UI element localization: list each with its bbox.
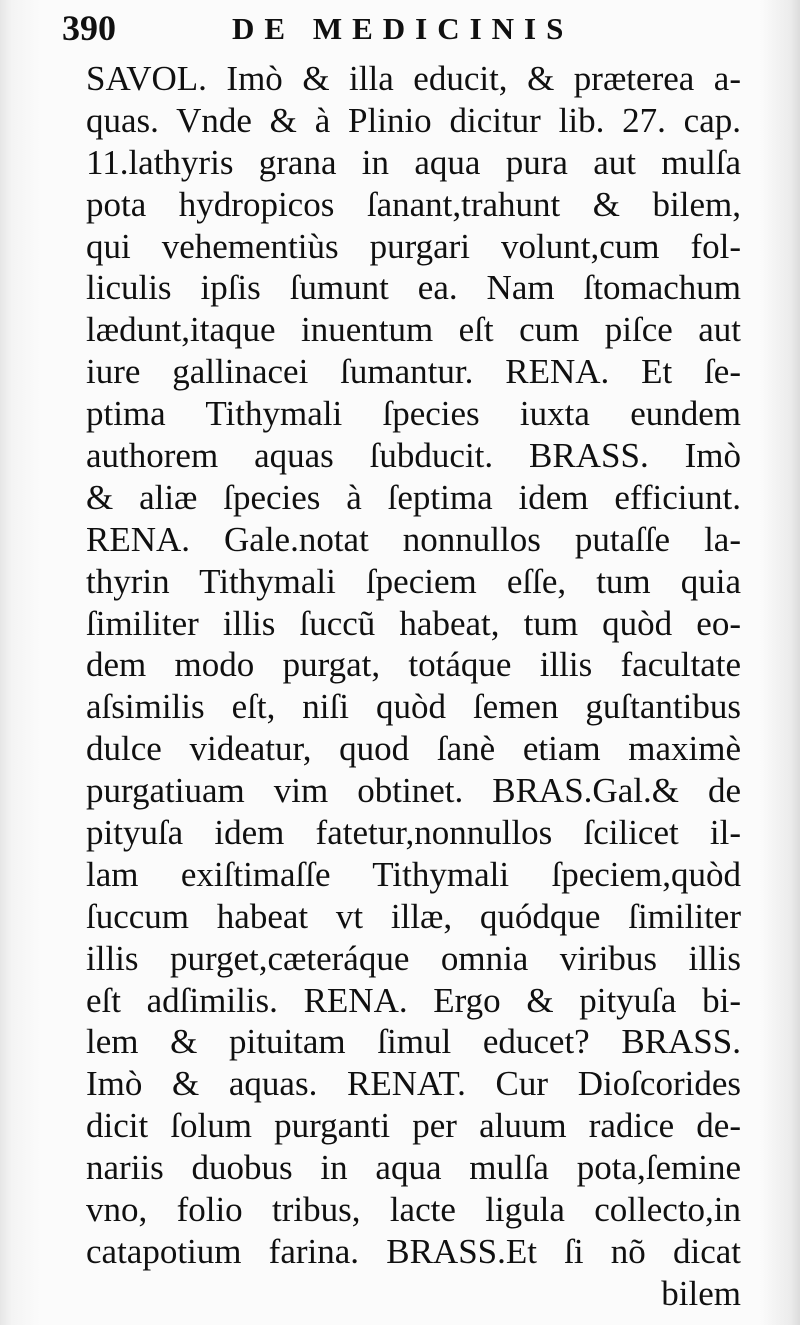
text-line: catapotium farina. BRASS.Et ſi nõ dicat xyxy=(86,1231,741,1271)
text-line: dicit ſolum purganti per aluum radice de- xyxy=(86,1106,741,1146)
text-line: liculis ipſis ſumunt ea. Nam ſtomachum xyxy=(86,268,741,308)
text-line: purgatiuam vim obtinet. BRAS.Gal.& de xyxy=(86,771,741,811)
text-line: pityuſa idem fatetur,nonnullos ſcilicet il- xyxy=(86,813,741,853)
catchword: bilem xyxy=(661,1273,741,1313)
text-line: dem modo purgat, totáque illis facultate xyxy=(86,645,741,685)
text-line: aſsimilis eſt, niſi quòd ſemen guſtantibus xyxy=(86,687,741,727)
text-line: pota hydropicos ſanant,trahunt & bilem, xyxy=(86,184,741,224)
text-line: lædunt,itaque inuentum eſt cum piſce aut xyxy=(86,310,741,350)
page-number: 390 xyxy=(62,8,116,48)
page-header xyxy=(62,6,742,56)
text-line: vno, folio tribus, lacte ligula collecto,in xyxy=(86,1190,741,1230)
text-line: RENA. Gale.notat nonnullos putaſſe la- xyxy=(86,519,741,559)
text-line: SAVOL. Imò & illa educit, & præterea a- xyxy=(86,59,741,98)
text-line: illis purget,cæteráque omnia viribus illis xyxy=(86,938,741,978)
running-head: DE MEDICINIS xyxy=(232,11,574,46)
text-line: nariis duobus in aqua mulſa pota,ſemine xyxy=(86,1148,741,1188)
text-line: lem & pituitam ſimul educet? BRASS. xyxy=(86,1022,741,1062)
text-line: ſimiliter illis ſuccũ habeat, tum quòd eo- xyxy=(86,603,741,643)
text-line: authorem aquas ſubducit. BRASS. Imò xyxy=(86,436,741,476)
text-line: iure gallinacei ſumantur. RENA. Et ſe- xyxy=(86,352,741,392)
body-text xyxy=(86,58,741,1315)
text-line: ptima Tithymali ſpecies iuxta eundem xyxy=(86,394,741,434)
text-line: thyrin Tithymali ſpeciem eſſe, tum quia xyxy=(86,561,741,601)
text-line: ſuccum habeat vt illæ, quódque ſimiliter xyxy=(86,896,741,936)
text-line: lam exiſtimaſſe Tithymali ſpeciem,quòd xyxy=(86,854,741,894)
text-line: & aliæ ſpecies à ſeptima idem efficiunt. xyxy=(86,477,741,517)
text-line: eſt adſimilis. RENA. Ergo & pityuſa bi- xyxy=(86,980,741,1020)
text-line: qui vehementiùs purgari volunt,cum fol- xyxy=(86,226,741,266)
text-line: Imò & aquas. RENAT. Cur Dioſcorides xyxy=(86,1064,741,1104)
text-line: 11.lathyris grana in aqua pura aut mulſa xyxy=(86,142,741,182)
text-line: dulce videatur, quod ſanè etiam maximè xyxy=(86,729,741,769)
text-line: quas. Vnde & à Plinio dicitur lib. 27. cap. xyxy=(86,100,741,140)
